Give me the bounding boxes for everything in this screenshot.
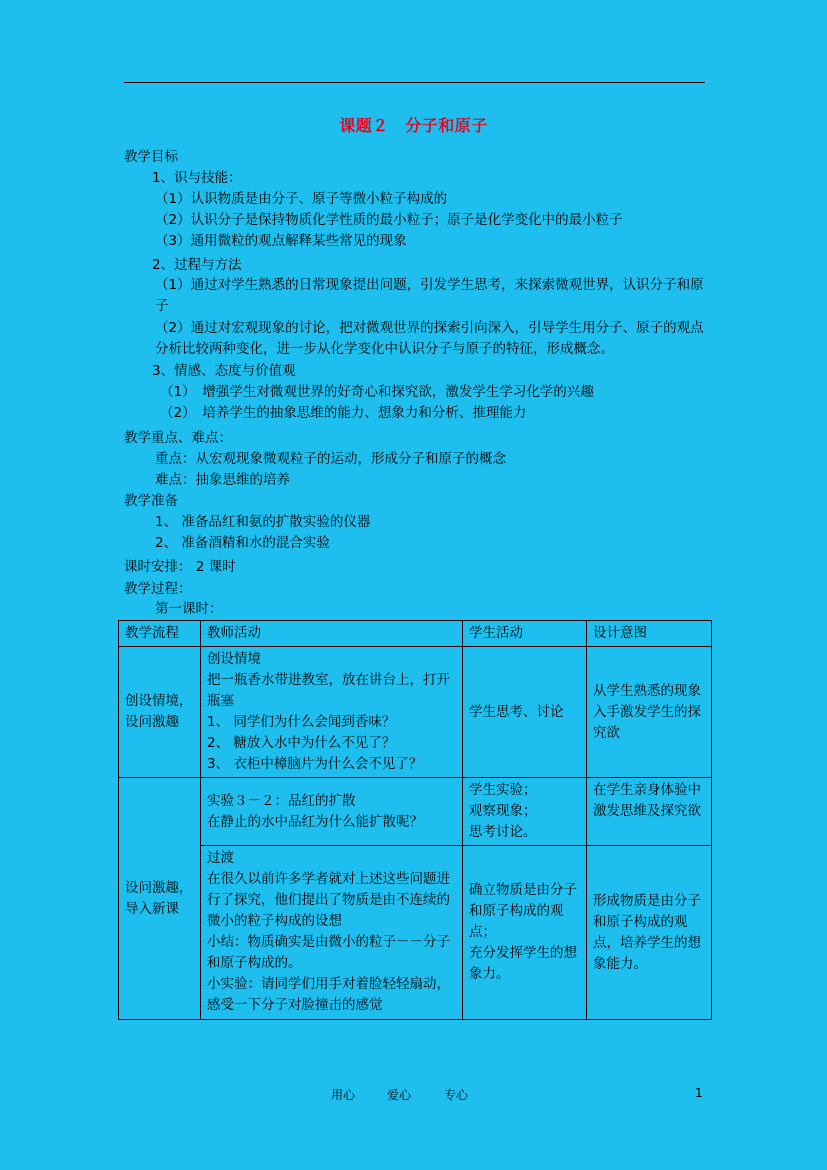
keypoints-heading: 教学重点、难点： <box>124 430 232 446</box>
intent-cell: 形成物质是由分子和原子构成的观点，培养学生的想象能力。 <box>587 846 712 1020</box>
header-flow: 教学流程 <box>119 621 201 647</box>
header-teacher: 教师活动 <box>201 621 463 647</box>
knowledge-item: （2）认识分子是保持物质化学性质的最小粒子；原子是化学变化中的最小粒子 <box>155 212 623 228</box>
knowledge-item: （1）认识物质是由分子、原子等微小粒子构成的 <box>155 191 448 207</box>
flow-cell: 创设情境，设问激趣 <box>119 647 201 778</box>
lesson-table <box>118 620 712 1020</box>
student-cell: 学生思考、讨论 <box>463 647 587 778</box>
table-header-row <box>119 621 712 647</box>
prep-heading: 教学准备 <box>124 493 178 509</box>
teacher-cell: 实验３－２：品红的扩散 在静止的水中品红为什么能扩散呢？ <box>201 778 463 846</box>
process-heading: 教学过程： <box>124 581 192 597</box>
process-paragraph-1: （1）通过对学生熟悉的日常现象提出问题，引发学生思考，来探索微观世界，认识分子和原子 <box>155 277 704 314</box>
footer-motto-3: 专心 <box>444 1088 469 1102</box>
teacher-cell: 过渡 在很久以前许多学者就对上述这些问题进行了探究，他们提出了物质是由不连续的微小的粒子构成的设想 小结：物质确实是由微小的粒子－－分子和原子构成的。 小实验：请同学们用手对着脸轻轻扇动，感受一下分子对脸撞击的感觉 <box>201 846 463 1020</box>
section-attitude: 3、情感、态度与价值观 <box>152 363 296 379</box>
schedule: 课时安排： 2 课时 <box>124 559 236 575</box>
header-intent: 设计意图 <box>587 621 712 647</box>
table-row <box>119 846 712 1020</box>
prep-item: 2、 准备酒精和水的混合实验 <box>155 535 330 551</box>
footer-motto-1: 用心 <box>331 1088 356 1102</box>
section-process: 2、过程与方法 <box>152 257 242 273</box>
intent-cell: 在学生亲身体验中激发思维及探究欲 <box>587 778 712 846</box>
student-cell: 学生实验； 观察现象； 思考讨论。 <box>463 778 587 846</box>
page-title: 课题２ 分子和原子 <box>339 116 488 135</box>
footer-motto-2: 爱心 <box>387 1088 412 1102</box>
flow-cell: 设问激趣，导入新课 <box>119 778 201 1020</box>
process-paragraph-2: （2）通过对宏观现象的讨论，把对微观世界的探索引向深入，引导学生用分子、原子的观点分析比较两种变化，进一步从化学变化中认识分子与原子的特征，形成概念。 <box>155 320 704 357</box>
keypoint-difficult: 难点：抽象思维的培养 <box>155 472 290 488</box>
first-lesson-label: 第一课时： <box>155 601 223 617</box>
section-knowledge: 1、识与技能： <box>152 170 242 186</box>
page-number: 1 <box>695 1086 703 1100</box>
header-rule <box>124 82 705 83</box>
student-cell: 确立物质是由分子和原子构成的观点； 充分发挥学生的想象力。 <box>463 846 587 1020</box>
objectives-heading: 教学目标 <box>124 149 178 165</box>
keypoint-main: 重点：从宏观现象微观粒子的运动，形成分子和原子的概念 <box>155 451 506 467</box>
attitude-item: （1） 增强学生对微观世界的好奇心和探究欲，激发学生学习化学的兴趣 <box>160 384 594 400</box>
intent-cell: 从学生熟悉的现象入手激发学生的探究欲 <box>587 647 712 778</box>
table-row <box>119 778 712 846</box>
teacher-cell: 创设情境 把一瓶香水带进教室，放在讲台上，打开瓶塞 1、 同学们为什么会闻到香味？ 2、 糖放入水中为什么不见了？ 3、 衣柜中樟脑片为什么会不见了？ <box>201 647 463 778</box>
table-row <box>119 647 712 778</box>
attitude-item: （2） 培养学生的抽象思维的能力、想象力和分析、推理能力 <box>160 405 527 421</box>
knowledge-item: （3）通用微粒的观点解释某些常见的现象 <box>155 233 407 249</box>
header-student: 学生活动 <box>463 621 587 647</box>
prep-item: 1、 准备品红和氨的扩散实验的仪器 <box>155 514 371 530</box>
